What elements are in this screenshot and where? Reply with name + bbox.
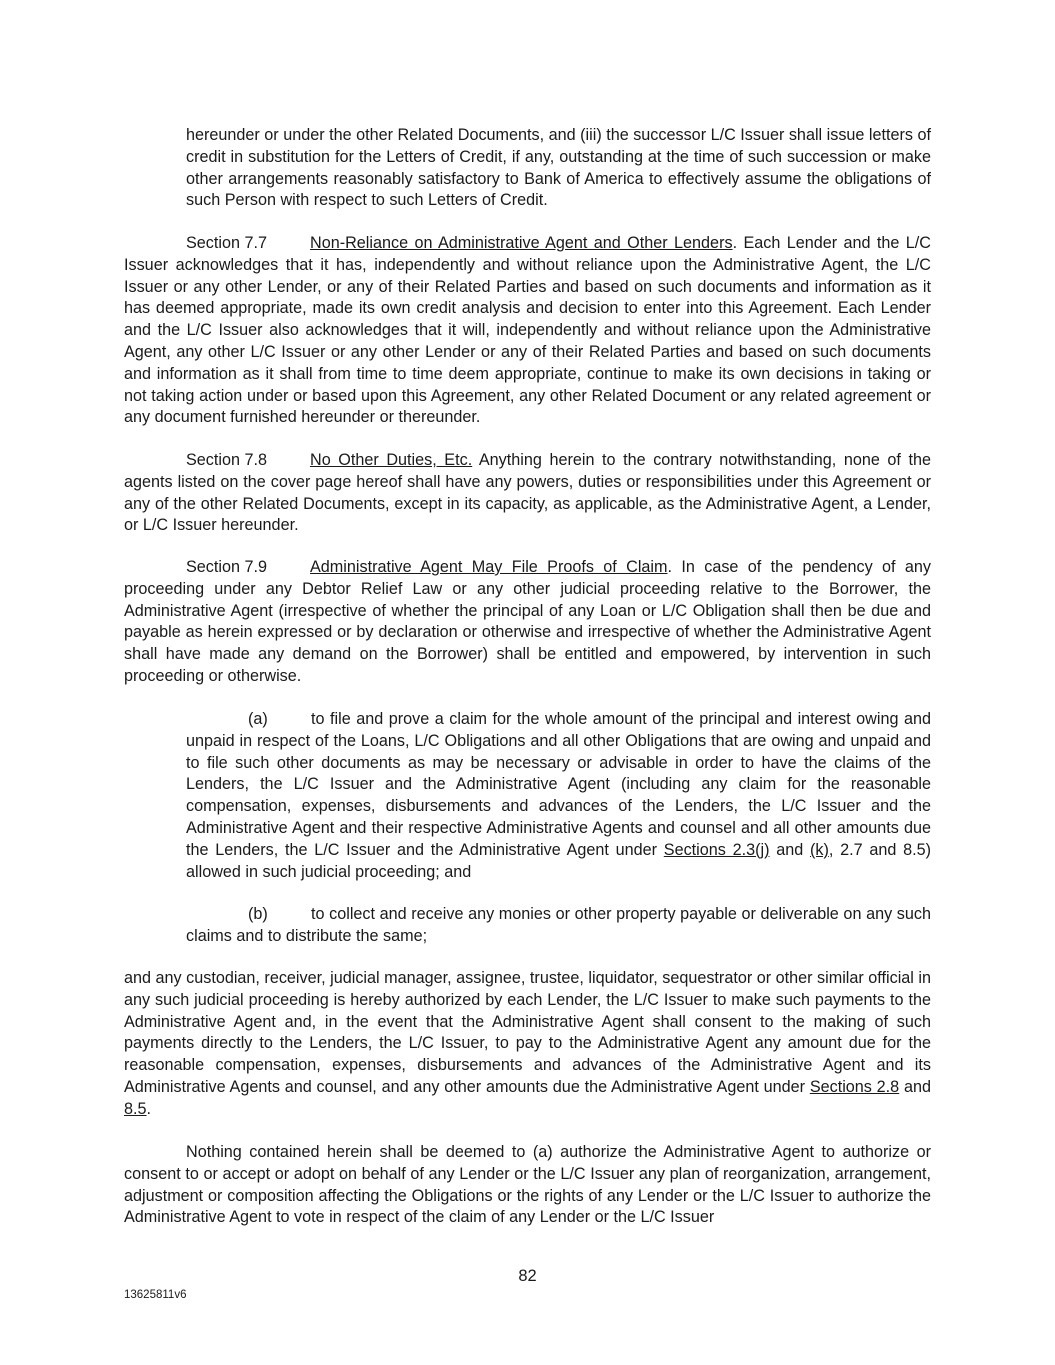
section-body: . In case of the pendency of any proceeding under any Debtor Relief Law or any other judicial proceeding relative to the Borrower, the Administrative Agent (irrespective of whether the principal of any Loan or L/C Obligation shall then be due and payable as herein expressed or by declaration or otherwise and irrespective of whether the Administrative Agent shall have made any demand on the Borrower) shall be entitled and empowered, by intervention in such proceeding or otherwise. — [124, 558, 931, 685]
section-body: Anything herein to the contrary notwithstanding, none of the agents listed on the cover page hereof shall have any powers, duties or responsibilities under this Agreement or any of the other Related Documents, except in its capacity, as applicable, as the Administrative Agent, a Lender, or L/C Issuer hereunder. — [124, 451, 931, 535]
clause-text: to collect and receive any monies or other property payable or deliverable on any such claims and to distribute the same; — [186, 905, 931, 945]
section-7-9-paragraph — [124, 557, 931, 688]
section-number: Section 7.8 — [186, 451, 267, 469]
clause-b-paragraph — [186, 904, 931, 948]
paragraph-text-tail: . — [146, 1099, 152, 1118]
section-number: Section 7.7 — [186, 234, 267, 252]
clause-text-tail: , 2.7 and 8.5) allowed in such judicial proceeding; and — [186, 840, 932, 881]
section-title: No Other Duties, Etc. — [310, 451, 473, 469]
section-7-8-paragraph — [124, 450, 931, 537]
clause-text: to file and prove a claim for the whole amount of the principal and interest owing and unpaid in respect of the Loans, L/C Obligations and all other Obligations that are owing and unpaid and to file such other documents as may be necessary or advisable in order to have the claims of the Lenders, the L/C Issuer and the Administrative Agent (including any claim for the reasonable compensation, expenses, disbursements and advances of the Lenders, the L/C Issuer and the Administrative Agent and their respective Administrative Agents and counsel and all other amounts due the Lenders, the L/C Issuer and the Administrative Agent under — [186, 710, 931, 859]
continuation-paragraph: hereunder or under the other Related Documents, and (iii) the successor L/C Issuer shall issue letters of credit in substitution for the Letters of Credit, if any, outstanding at the time of such succession or make other arrangements reasonably satisfactory to Bank of America to effectively assume the obligations of such Person with respect to such Letters of Credit. — [186, 126, 931, 210]
section-title: Administrative Agent May File Proofs of Claim — [310, 558, 668, 576]
cross-reference: (k) — [810, 840, 829, 859]
cross-reference: 8.5 — [124, 1099, 147, 1118]
section-body: . Each Lender and the L/C Issuer acknowledges that it has, independently and without reliance upon the Administrative Agent, the L/C Issuer or any other Lender, or any of their Related Parties and based on such documents and information as it has deemed appropriate, made its own credit analysis and decision to enter into this Agreement. Each Lender and the L/C Issuer also acknowledges that it will, independently and without reliance upon the Administrative Agent, any other L/C Issuer or any other Lender or any of their Related Parties and based on such documents and information as it shall from time to time deem appropriate, continue to make its own decisions in taking or not taking action under or based upon this Agreement, any other Related Document or any related agreement or any document furnished hereunder or thereunder. — [124, 234, 931, 427]
document-id: 13625811v6 — [124, 1289, 187, 1301]
paragraph-text-mid: and — [899, 1077, 931, 1096]
paragraph-text: and any custodian, receiver, judicial manager, assignee, trustee, liquidator, sequestrator or other similar official in any such judicial proceeding is hereby authorized by each Lender, the L/C Issuer to make such payments to the Administrative Agent and, in the event that the Administrative Agent shall consent to the making of such payments directly to the Lenders, the L/C Issuer, to pay to the Administrative Agent any amount due for the reasonable compensation, expenses, disbursements and advances of the Administrative Agent and its Administrative Agents and counsel, and any other amounts due the Administrative Agent under — [124, 969, 931, 1096]
clause-label: (a) — [248, 710, 268, 728]
custodian-paragraph — [124, 968, 931, 1121]
clause-a-paragraph — [186, 709, 931, 883]
clause-text-mid: and — [769, 840, 810, 859]
section-title: Non-Reliance on Administrative Agent and Other Lenders — [310, 234, 733, 252]
cross-reference: Sections 2.3(j) — [663, 840, 770, 859]
nothing-contained-paragraph: Nothing contained herein shall be deemed to (a) authorize the Administrative Agent to authorize or consent to or accept or adopt on behalf of any Lender or the L/C Issuer any plan of reorganization, arrangement, adjustment or composition affecting the Obligations or the rights of any Lender or the L/C Issuer to authorize the Administrative Agent to vote in respect of the claim of any Lender or the L/C Issuer — [124, 1143, 931, 1227]
cross-reference: Sections 2.8 — [809, 1077, 900, 1096]
section-7-7-paragraph — [124, 233, 931, 429]
section-number: Section 7.9 — [186, 558, 267, 576]
page-number: 82 — [518, 1267, 537, 1285]
clause-label: (b) — [248, 905, 268, 923]
